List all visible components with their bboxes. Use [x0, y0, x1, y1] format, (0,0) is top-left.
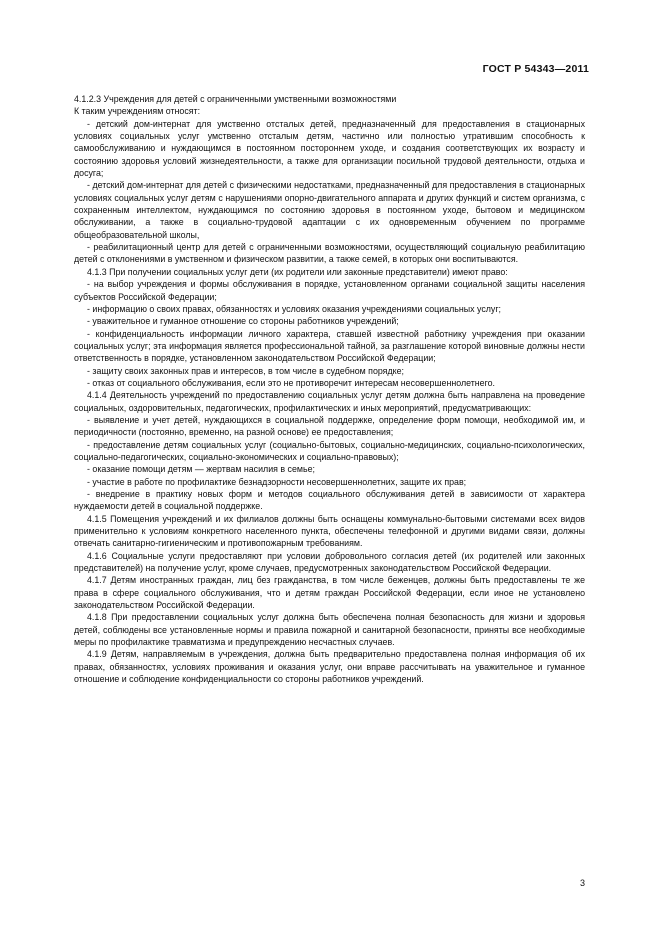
paragraph: К таким учреждениям относят: — [74, 106, 201, 117]
paragraph: - детский дом-интернат для детей с физическими недостатками, предназначенный для предоставления в стационарных условиях социальных услуг детям с нарушениями опорно-двигательного аппарата и других функций и систем организма, с сохраненным интеллектом, нуждающимся по состоянию здоровья в постоянном уходе, бытовом и медицинском обслуживании, а также в социально-трудовой адаптации с их одновременным обучением по программе общеобразовательной школы, — [74, 180, 585, 240]
paragraph: - конфиденциальность информации личного характера, ставшей известной работнику учреждения при оказании социальных услуг; эта информация является профессиональной тайной, за разглашение которой виновные должны нести ответственность в порядке, установленном законодательством Российской Федерации; — [74, 328, 585, 364]
paragraph: 4.1.6 Социальные услуги предоставляют при условии добровольного согласия детей (их родителей или законных представителей) на получение услуг, кроме случаев, предусмотренных законодательством Российской Федерации. — [74, 550, 585, 574]
paragraph: 4.1.7 Детям иностранных граждан, лиц без гражданства, в том числе беженцев, должны быть предоставлены те же права в сфере социального обслуживания, что и детям граждан Российской Федерации, если иное не установлено законодательством Российской Федерации. — [74, 575, 585, 611]
paragraph: - оказание помощи детям — жертвам насилия в семье; — [87, 464, 315, 475]
paragraph: - выявление и учет детей, нуждающихся в социальной поддержке, определение форм помощи, необходимой им, и периодичности (постоянно, временно, на разной основе) ее предоставления; — [74, 414, 585, 438]
paragraph: - уважительное и гуманное отношение со стороны работников учреждений; — [87, 316, 399, 327]
paragraph: - защиту своих законных прав и интересов, в том числе в судебном порядке; — [87, 365, 404, 376]
paragraph: - информацию о своих правах, обязанностях и условиях оказания учреждениями социальных услуг; — [87, 303, 502, 314]
paragraph: 4.1.3 При получении социальных услуг дети (их родители или законные представители) имеют право: — [87, 266, 508, 277]
page-number: 3 — [579, 878, 585, 888]
section-title: 4.1.2.3 Учреждения для детей с ограниченными умственными возможностями — [74, 94, 397, 104]
paragraph: 4.1.5 Помещения учреждений и их филиалов должны быть оснащены коммунально-бытовыми системами всех видов применительно к условиям конкретного населенного пункта, обеспечены телефонной и другими видами связи, должны отвечать санитарно-гигиеническим и противопожарным требованиям. — [74, 513, 585, 549]
paragraph: - отказ от социального обслуживания, если это не противоречит интересам несовершеннолетнего. — [87, 377, 496, 388]
paragraph: - на выбор учреждения и формы обслуживания в порядке, установленном органами социальной защиты населения субъектов Российской Федерации; — [74, 279, 585, 302]
paragraph: - реабилитационный центр для детей с ограниченными возможностями, осуществляющий социальную реабилитацию детей с отклонениями в умственном и физическом развитии, а также семей, в которых они воспитываются. — [74, 242, 585, 265]
paragraph: 4.1.9 Детям, направляемым в учреждения, должна быть предварительно предоставлена полная информация об их правах, обязанностях, условиях проживания и оказания услуг, они вправе рассчитывать на уважительное и гуманное отношение и соблюдение конфиденциальности со стороны работников учреждений. — [74, 649, 585, 685]
paragraph: 4.1.8 При предоставлении социальных услуг должна быть обеспечена полная безопасность для жизни и здоровья детей, соблюдены все установленные нормы и правила пожарной и санитарной безопасности, приняты все необходимые меры по профилактике травматизма и предупреждению несчастных случаев. — [74, 612, 585, 648]
paragraph: - предоставление детям социальных услуг (социально-бытовых, социально-медицинских, социально-психологических, социально-педагогических, социально-экономических и социально-правовых); — [74, 439, 585, 462]
paragraph: - участие в работе по профилактике безнадзорности несовершеннолетних, защите их прав; — [87, 476, 467, 487]
paragraph: - внедрение в практику новых форм и методов социального обслуживания детей в зависимости от характера нуждаемости детей в социальной поддержке. — [74, 489, 585, 512]
paragraph: 4.1.4 Деятельность учреждений по предоставлению социальных услуг детям должна быть направлена на проведение социальных, оздоровительных, педагогических, профилактических и иных мероприятий, предусматривающих: — [74, 390, 585, 413]
paragraph: - детский дом-интернат для умственно отсталых детей, предназначенный для предоставления в стационарных условиях социальных услуг умственно отсталым детям, частично или полностью утратившим способность к самообслуживанию и нуждающимся в постоянном постороннем уходе, и создания соответствующих их возрасту и состоянию здоровья условий жизнедеятельности, а также для организации посильной трудовой деятельности, отдыха и досуга; — [74, 118, 585, 179]
document-header: ГОСТ Р 54343—2011 — [482, 63, 589, 75]
document-body — [74, 93, 585, 686]
